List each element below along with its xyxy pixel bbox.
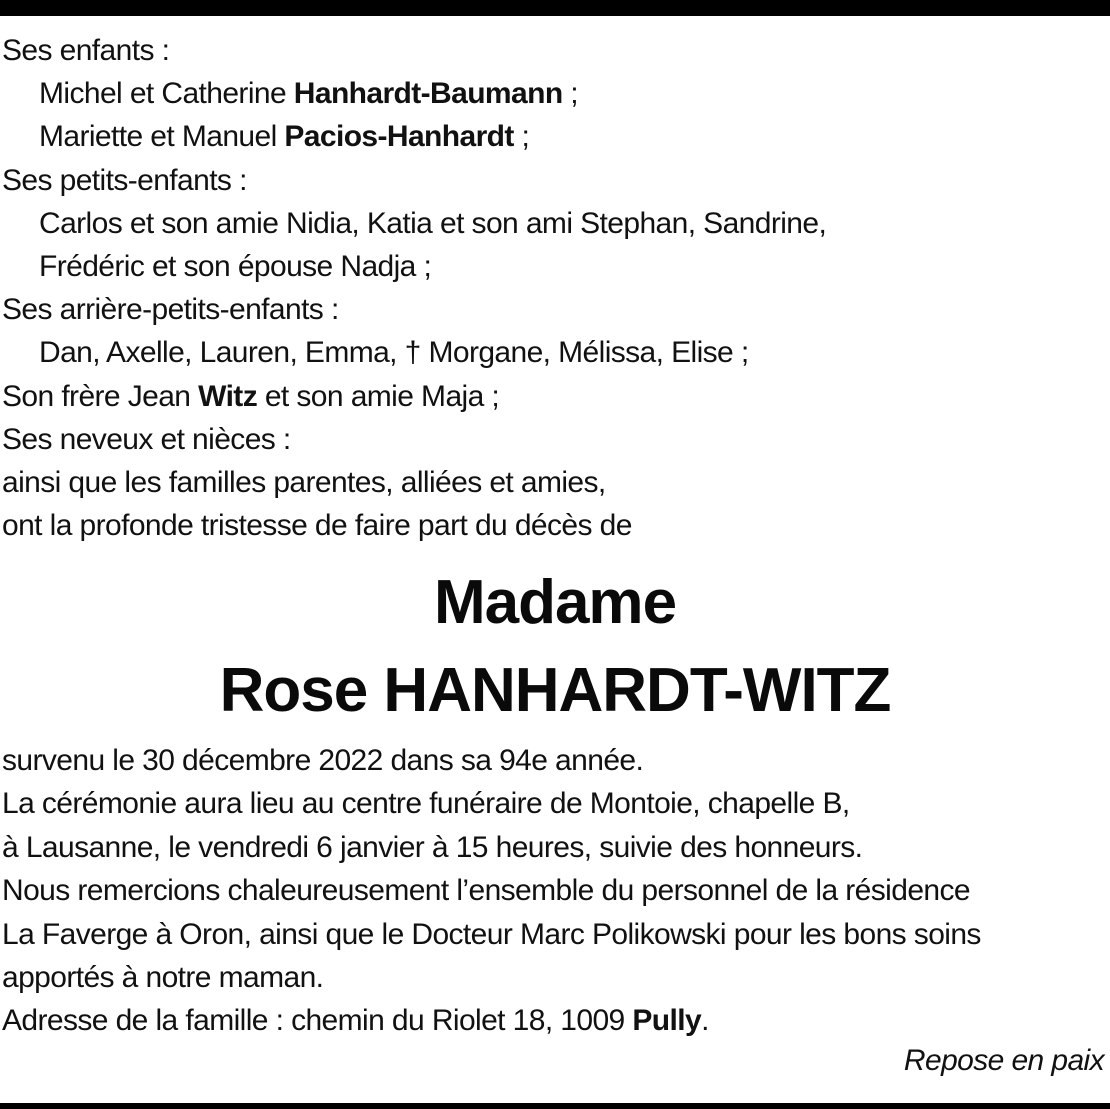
families-line: ainsi que les familles parentes, alliées et amies, bbox=[2, 466, 606, 500]
family-list bbox=[2, 29, 1108, 547]
nephews-heading: Ses neveux et nièces : bbox=[2, 422, 291, 456]
deceased-title: Madame bbox=[433, 568, 677, 637]
great-grandchildren-line: Dan, Axelle, Lauren, Emma, † Morgane, Mélissa, Elise ; bbox=[39, 336, 749, 370]
grandchildren-line: Frédéric et son épouse Nadja ; bbox=[39, 250, 432, 284]
details-line: Nous remercions chaleureusement l’ensemble du personnel de la résidence bbox=[2, 874, 970, 908]
family-address: Adresse de la famille : chemin du Riolet 18, 1009 Pully. bbox=[2, 1004, 709, 1038]
bottom-rule bbox=[0, 1103, 1110, 1109]
brother-line: Son frère Jean Witz et son amie Maja ; bbox=[2, 379, 500, 413]
child-line: Michel et Catherine Hanhardt-Baumann ; bbox=[39, 77, 579, 111]
details-line: La Faverge à Oron, ainsi que le Docteur Marc Polikowski pour les bons soins bbox=[2, 917, 981, 951]
great-grandchildren-heading: Ses arrière-petits-enfants : bbox=[2, 293, 339, 327]
children-heading: Ses enfants : bbox=[2, 34, 170, 67]
details-text bbox=[2, 739, 1108, 1043]
address-city: Pully bbox=[632, 1004, 702, 1038]
deceased-name-block bbox=[0, 559, 1110, 735]
details-line: apportés à notre maman. bbox=[2, 961, 324, 995]
announcement-line: ont la profonde tristesse de faire part du décès de bbox=[2, 509, 632, 543]
grandchildren-heading: Ses petits-enfants : bbox=[2, 163, 247, 197]
details-line: à Lausanne, le vendredi 6 janvier à 15 heures, suivie des honneurs. bbox=[2, 830, 863, 864]
details-line: survenu le 30 décembre 2022 dans sa 94e année. bbox=[2, 744, 644, 777]
deceased-name: Rose HANHARDT-WITZ bbox=[219, 656, 891, 725]
top-rule bbox=[0, 0, 1110, 16]
grandchildren-line: Carlos et son amie Nidia, Katia et son ami Stephan, Sandrine, bbox=[39, 206, 827, 240]
brother-surname: Witz bbox=[198, 379, 258, 413]
details-line: La cérémonie aura lieu au centre funéraire de Montoie, chapelle B, bbox=[2, 787, 850, 821]
closing-phrase: Repose en paix bbox=[903, 1044, 1104, 1077]
child-line: Mariette et Manuel Pacios-Hanhardt ; bbox=[39, 120, 530, 154]
child-surname: Hanhardt-Baumann bbox=[293, 77, 563, 111]
child-surname: Pacios-Hanhardt bbox=[284, 120, 514, 154]
